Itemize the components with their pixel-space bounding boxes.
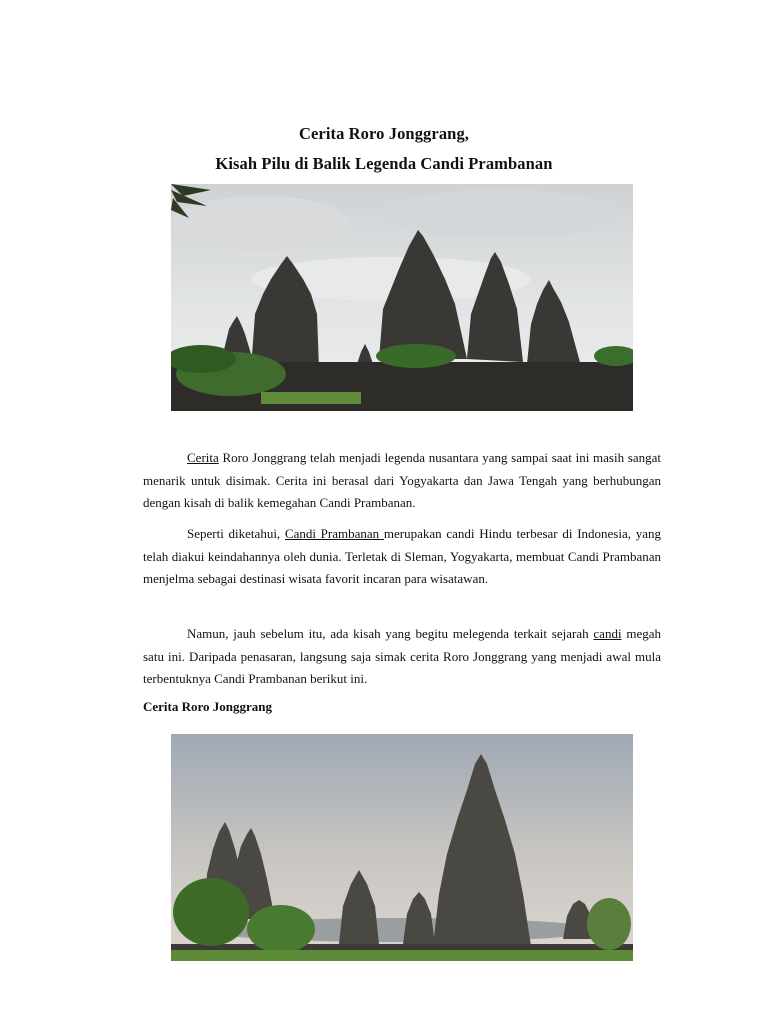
section-heading: Cerita Roro Jonggrang — [143, 699, 273, 714]
prambanan-paragraph — [143, 523, 661, 591]
prambanan-temple-photo — [171, 184, 633, 411]
paragraph-text: megah satu ini. Daripada penasaran, langsung saja simak cerita Roro Jonggrang yang menjadi awal mula terbentuknya Candi Prambanan berikut ini. — [143, 626, 661, 686]
candi-link[interactable]: candi — [593, 626, 622, 641]
paragraph-text: merupakan candi Hindu terbesar di Indonesia, yang telah diakui keindahannya oleh dunia. Terletak di Sleman, Yogyakarta, membuat Candi Prambanan menjelma sebagai destinasi wisata favorit incaran para wisatawan. — [143, 526, 661, 586]
paragraph-text: Roro Jonggrang telah menjadi legenda nusantara yang sampai saat ini masih sangat menarik untuk disimak. Cerita ini berasal dari Yogyakarta dan Jawa Tengah yang berhubungan dengan kisah di balik kemegahan Candi Prambanan. — [143, 450, 661, 510]
candi-prambanan-link[interactable]: Candi Prambanan — [284, 526, 384, 541]
intro-paragraph — [143, 447, 661, 515]
paragraph-text: Namun, jauh sebelum itu, ada kisah yang begitu melegenda terkait sejarah — [187, 626, 594, 641]
document-title-line2: Kisah Pilu di Balik Legenda Candi Prambanan — [215, 154, 553, 173]
document-title-line1: Cerita Roro Jonggrang, — [298, 124, 470, 143]
cerita-link[interactable]: Cerita — [187, 450, 219, 465]
prambanan-main-temple-photo — [171, 734, 633, 961]
history-paragraph — [143, 623, 661, 691]
paragraph-text: Seperti diketahui, — [187, 526, 285, 541]
